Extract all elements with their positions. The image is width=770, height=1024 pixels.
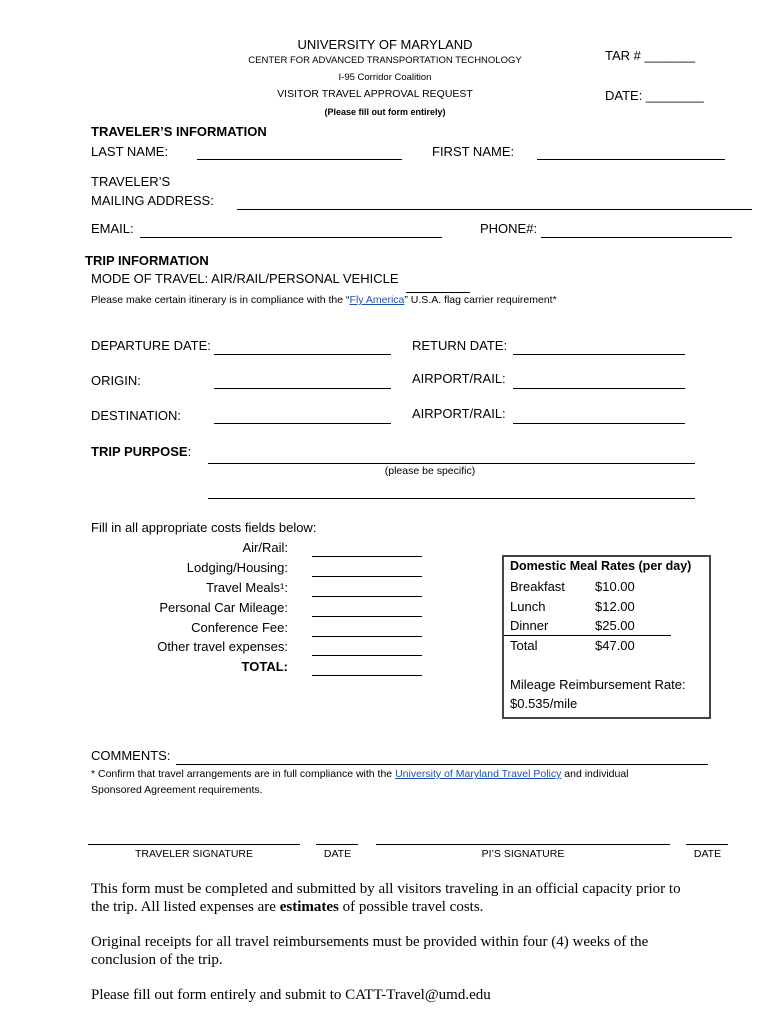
meal-rate-amount: $12.00 [595,599,635,614]
traveler-signature-label: TRAVELER SIGNATURE [134,848,254,860]
destination-airport-label: AIRPORT/RAIL: [412,406,506,421]
header-date-field[interactable]: DATE: ________ [605,88,704,103]
meal-rate-amount: $25.00 [595,618,635,633]
mailing-address-label-line1: TRAVELER’S [91,174,171,189]
mailing-address-input[interactable] [237,195,752,210]
comments-input[interactable] [176,750,708,765]
pi-date-line[interactable] [686,844,728,845]
departure-date-input[interactable] [214,340,391,355]
email-label: EMAIL: [91,221,134,236]
travel-policy-link[interactable]: University of Maryland Travel Policy [395,768,562,780]
destination-label: DESTINATION: [91,408,182,423]
lodging-cost-input[interactable] [312,562,422,577]
origin-input[interactable] [214,374,391,389]
trip-purpose-input-line1[interactable] [208,449,695,464]
fly-america-note-pre: Please make certain itinerary is in compliance with the “ [91,294,350,306]
air-rail-cost-input[interactable] [312,542,422,557]
form-title: VISITOR TRAVEL APPROVAL REQUEST [277,88,473,100]
footer-paragraph2-line2: conclusion of the trip. [91,952,223,968]
meal-rate-amount: $10.00 [595,579,635,594]
costs-intro: Fill in all appropriate costs fields below: [91,520,317,535]
first-name-input[interactable] [537,145,725,160]
air-rail-cost-label: Air/Rail: [242,540,288,555]
conference-cost-label: Conference Fee: [191,620,288,635]
meals-cost-input[interactable] [312,582,422,597]
origin-airport-input[interactable] [513,374,685,389]
fly-america-link[interactable]: Fly America [349,294,405,306]
pi-signature-label: PI’S SIGNATURE [481,848,565,860]
other-cost-label: Other travel expenses: [157,639,288,654]
pi-signature-line[interactable] [376,844,670,845]
phone-label: PHONE#: [480,221,538,236]
fly-america-note-post: ” U.S.A. flag carrier requirement* [404,294,557,306]
mileage-cost-input[interactable] [312,602,422,617]
departure-date-label: DEPARTURE DATE: [91,338,211,353]
trip-purpose-label-text: TRIP PURPOSE [91,444,188,459]
footer-paragraph1-line2 [91,899,483,916]
policy-note-pre: * Confirm that travel arrangements are in full compliance with the [91,768,396,780]
phone-input[interactable] [541,223,732,238]
traveler-date-line[interactable] [316,844,358,845]
policy-note [91,768,629,780]
origin-airport-label: AIRPORT/RAIL: [412,371,506,386]
traveler-date-label: DATE [323,848,352,860]
meal-rates-title: Domestic Meal Rates (per day) [510,559,692,573]
pi-date-label: DATE [693,848,722,860]
mileage-rate-label: Mileage Reimbursement Rate: [510,677,686,692]
fly-america-note [91,294,557,306]
footer-paragraph2-line1: Original receipts for all travel reimbursements must be provided within four (4) weeks of the [91,934,649,950]
mode-of-travel-label: MODE OF TRAVEL: AIR/RAIL/PERSONAL VEHICLE [91,271,399,286]
return-date-label: RETURN DATE: [412,338,508,353]
policy-note-line2: Sponsored Agreement requirements. [91,784,263,796]
email-input[interactable] [140,223,442,238]
footer-paragraph1-line1: This form must be completed and submitted by all visitors traveling in an official capacity prior to [91,881,681,897]
trip-info-heading: TRIP INFORMATION [85,253,209,268]
mailing-address-label-line2: MAILING ADDRESS: [91,193,214,208]
last-name-input[interactable] [197,145,402,160]
return-date-input[interactable] [513,340,685,355]
total-cost-input[interactable] [312,661,422,676]
footer-p1-post: of possible travel costs. [338,899,484,915]
trip-purpose-colon: : [187,444,192,459]
other-cost-input[interactable] [312,641,422,656]
traveler-info-heading: TRAVELER’S INFORMATION [91,124,267,139]
last-name-label: LAST NAME: [91,144,169,159]
meal-rate-amount: $47.00 [595,638,635,653]
trip-purpose-hint: (please be specific) [384,465,476,477]
footer-submit-instruction: Please fill out form entirely and submit to CATT-Travel@umd.edu [91,987,491,1003]
university-name: UNIVERSITY OF MARYLAND [297,37,473,52]
footer-p1-bold: estimates [279,899,339,915]
conference-cost-input[interactable] [312,622,422,637]
mileage-cost-label: Personal Car Mileage: [159,600,288,615]
lodging-cost-label: Lodging/Housing: [186,560,288,575]
meals-cost-label: Travel Meals¹: [206,580,288,595]
coalition-name: I-95 Corridor Coalition [338,72,432,83]
meal-rates-divider [504,635,671,636]
trip-purpose-input-line2[interactable] [208,484,695,499]
destination-input[interactable] [214,409,391,424]
first-name-label: FIRST NAME: [432,144,515,159]
trip-purpose-label [91,444,191,459]
mode-of-travel-input[interactable] [406,278,470,293]
center-name: CENTER FOR ADVANCED TRANSPORTATION TECHNOLOGY [248,55,522,66]
mileage-rate-value: $0.535/mile [510,696,578,711]
comments-label: COMMENTS: [91,748,171,763]
meal-rate-label: Dinner [510,618,549,633]
meal-rate-label: Total [510,638,538,653]
meal-rate-label: Lunch [510,599,546,614]
tar-number-field[interactable]: TAR # _______ [605,48,696,63]
traveler-signature-line[interactable] [88,844,300,845]
form-instruction: (Please fill out form entirely) [324,107,446,117]
meal-rate-label: Breakfast [510,579,565,594]
total-cost-label: TOTAL: [241,659,288,674]
destination-airport-input[interactable] [513,409,685,424]
policy-note-post: and individual [561,768,629,780]
footer-p1-pre: the trip. All listed expenses are [91,899,280,915]
origin-label: ORIGIN: [91,373,141,388]
